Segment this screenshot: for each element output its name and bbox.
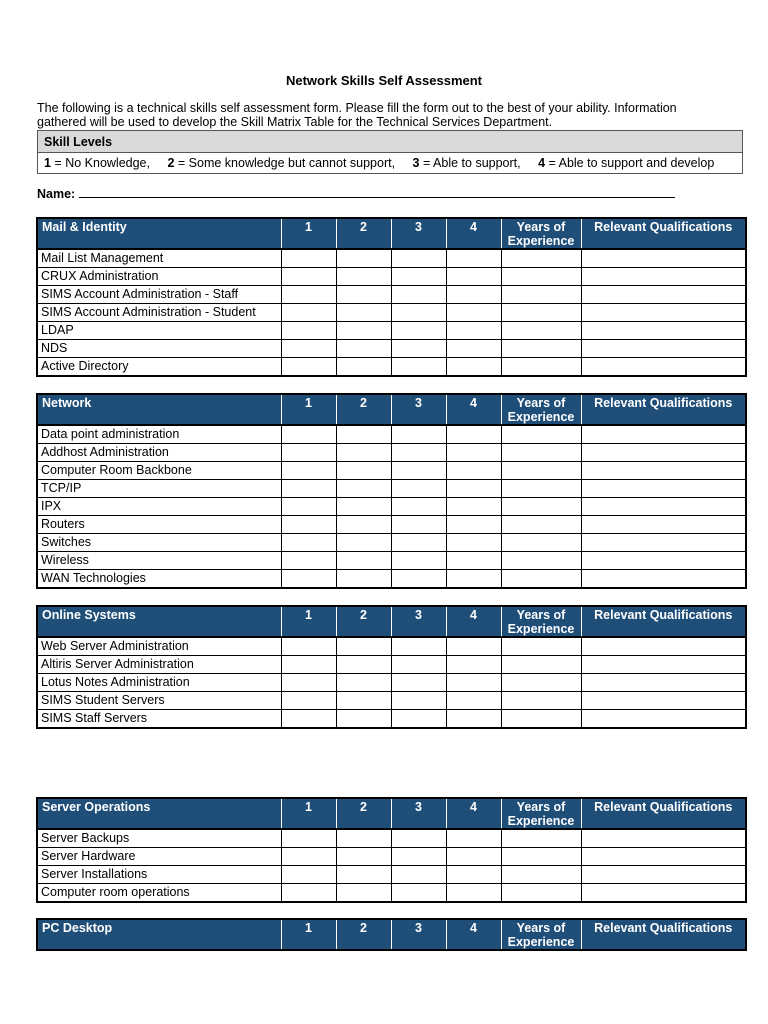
years-experience-cell[interactable] (501, 358, 581, 377)
skill-level-cell[interactable] (336, 425, 391, 444)
table-row (37, 304, 746, 322)
skill-name: Server Hardware (37, 848, 281, 866)
skill-level-cell[interactable] (281, 710, 336, 729)
section-title: Mail & Identity (37, 218, 281, 249)
skill-level-cell[interactable] (281, 322, 336, 340)
skill-level-cell[interactable] (281, 552, 336, 570)
qualifications-cell[interactable] (581, 516, 746, 534)
skill-level-column-header: 2 (336, 606, 391, 637)
table-row (37, 552, 746, 570)
skill-level-cell[interactable] (281, 692, 336, 710)
skill-level-cell[interactable] (336, 674, 391, 692)
name-field[interactable] (37, 187, 677, 201)
page-title: Network Skills Self Assessment (285, 73, 483, 88)
skill-level-cell[interactable] (446, 848, 501, 866)
skill-name: Altiris Server Administration (37, 656, 281, 674)
skill-level-column-header: 1 (281, 798, 336, 829)
years-experience-cell[interactable] (501, 286, 581, 304)
table-row (37, 286, 746, 304)
section-table (36, 217, 747, 377)
skill-level-cell[interactable] (281, 534, 336, 552)
skill-level-column-header: 4 (446, 919, 501, 950)
skill-name: NDS (37, 340, 281, 358)
years-experience-cell[interactable] (501, 829, 581, 848)
skill-level-cell[interactable] (391, 516, 446, 534)
skill-level-cell[interactable] (391, 570, 446, 589)
table-row (37, 692, 746, 710)
skill-level-cell[interactable] (391, 656, 446, 674)
section-table (36, 605, 747, 729)
skill-level-cell[interactable] (336, 444, 391, 462)
table-row (37, 480, 746, 498)
skill-level-cell[interactable] (336, 570, 391, 589)
skill-name: Server Installations (37, 866, 281, 884)
years-experience-cell[interactable] (501, 637, 581, 656)
skill-level-column-header: 4 (446, 798, 501, 829)
qualifications-cell[interactable] (581, 692, 746, 710)
skill-name: TCP/IP (37, 480, 281, 498)
skill-level-cell[interactable] (446, 534, 501, 552)
skill-level-cell[interactable] (281, 304, 336, 322)
years-experience-cell[interactable] (501, 884, 581, 903)
skill-levels-box (37, 130, 743, 174)
skill-name: LDAP (37, 322, 281, 340)
qualifications-header: Relevant Qualifications (581, 798, 746, 829)
table-row (37, 534, 746, 552)
qualifications-cell[interactable] (581, 866, 746, 884)
skill-level-cell[interactable] (281, 286, 336, 304)
skill-level-cell[interactable] (281, 425, 336, 444)
skill-level-cell[interactable] (391, 340, 446, 358)
skill-level-cell[interactable] (336, 884, 391, 903)
skill-level-cell[interactable] (446, 462, 501, 480)
skill-name: WAN Technologies (37, 570, 281, 589)
skill-level-cell[interactable] (446, 444, 501, 462)
skill-level-cell[interactable] (336, 534, 391, 552)
table-row (37, 462, 746, 480)
skill-level-cell[interactable] (391, 322, 446, 340)
skill-level-cell[interactable] (391, 498, 446, 516)
skill-name: Computer Room Backbone (37, 462, 281, 480)
qualifications-cell[interactable] (581, 462, 746, 480)
skill-level-column-header: 3 (391, 394, 446, 425)
skill-level-cell[interactable] (336, 286, 391, 304)
years-experience-cell[interactable] (501, 656, 581, 674)
skill-level-column-header: 2 (336, 394, 391, 425)
skill-level-cell[interactable] (336, 358, 391, 377)
skill-level-column-header: 2 (336, 919, 391, 950)
skill-name: IPX (37, 498, 281, 516)
skill-level-cell[interactable] (446, 304, 501, 322)
skill-level-cell[interactable] (446, 322, 501, 340)
years-experience-cell[interactable] (501, 444, 581, 462)
years-experience-cell[interactable] (501, 692, 581, 710)
skill-name: Addhost Administration (37, 444, 281, 462)
section-table (36, 797, 747, 903)
skill-level-cell[interactable] (391, 552, 446, 570)
skill-level-column-header: 3 (391, 798, 446, 829)
skill-level-cell[interactable] (391, 249, 446, 268)
skill-name: Data point administration (37, 425, 281, 444)
years-experience-cell[interactable] (501, 268, 581, 286)
qualifications-cell[interactable] (581, 656, 746, 674)
skill-level-cell[interactable] (281, 268, 336, 286)
qualifications-cell[interactable] (581, 480, 746, 498)
skill-level-cell[interactable] (336, 304, 391, 322)
qualifications-cell[interactable] (581, 358, 746, 377)
section-header-row (37, 218, 746, 249)
table-row (37, 656, 746, 674)
skill-level-cell[interactable] (446, 674, 501, 692)
skill-level-cell[interactable] (391, 286, 446, 304)
qualifications-cell[interactable] (581, 710, 746, 729)
table-row (37, 425, 746, 444)
skill-level-cell[interactable] (391, 829, 446, 848)
intro-text: The following is a technical skills self assessment form. Please fill the form out to the best of your ability. Information gathered will be used to develop the Skill Matrix Table for the Technical Services Department. (37, 101, 677, 129)
skill-name: SIMS Staff Servers (37, 710, 281, 729)
skill-level-column-header: 4 (446, 218, 501, 249)
qualifications-cell[interactable] (581, 444, 746, 462)
skill-level-cell[interactable] (446, 286, 501, 304)
skill-level-cell[interactable] (391, 444, 446, 462)
years-experience-cell[interactable] (501, 866, 581, 884)
skill-name: SIMS Account Administration - Staff (37, 286, 281, 304)
skill-name: CRUX Administration (37, 268, 281, 286)
skill-level-cell[interactable] (336, 656, 391, 674)
years-experience-cell[interactable] (501, 570, 581, 589)
skill-level-cell[interactable] (446, 480, 501, 498)
skill-level-cell[interactable] (336, 710, 391, 729)
years-experience-cell[interactable] (501, 304, 581, 322)
qualifications-cell[interactable] (581, 322, 746, 340)
skill-level-column-header: 1 (281, 919, 336, 950)
skill-level-cell[interactable] (336, 340, 391, 358)
table-row (37, 322, 746, 340)
section-header-row (37, 606, 746, 637)
table-row (37, 340, 746, 358)
skill-level-cell[interactable] (336, 480, 391, 498)
skill-levels-legend (38, 153, 742, 173)
skill-level-cell[interactable] (446, 268, 501, 286)
years-experience-header: Years of Experience (501, 606, 581, 637)
section-header-row (37, 394, 746, 425)
years-experience-cell[interactable] (501, 462, 581, 480)
qualifications-cell[interactable] (581, 304, 746, 322)
skill-name: Lotus Notes Administration (37, 674, 281, 692)
table-row (37, 498, 746, 516)
skill-level-column-header: 3 (391, 606, 446, 637)
section-title: Server Operations (37, 798, 281, 829)
qualifications-cell[interactable] (581, 534, 746, 552)
skill-name: Mail List Management (37, 249, 281, 268)
skill-level-cell[interactable] (281, 358, 336, 377)
skill-level-cell[interactable] (281, 462, 336, 480)
skill-level-cell[interactable] (281, 340, 336, 358)
years-experience-header: Years of Experience (501, 798, 581, 829)
skill-level-cell[interactable] (336, 866, 391, 884)
skill-level-3: 3 = Able to support, (412, 156, 521, 170)
skill-level-cell[interactable] (446, 570, 501, 589)
qualifications-header: Relevant Qualifications (581, 606, 746, 637)
years-experience-header: Years of Experience (501, 218, 581, 249)
skill-name: Computer room operations (37, 884, 281, 903)
section-table (36, 918, 747, 951)
skill-level-cell[interactable] (446, 884, 501, 903)
section-header-row (37, 919, 746, 950)
skill-name: Wireless (37, 552, 281, 570)
skill-level-cell[interactable] (391, 710, 446, 729)
qualifications-cell[interactable] (581, 286, 746, 304)
skill-level-cell[interactable] (281, 884, 336, 903)
section-title: PC Desktop (37, 919, 281, 950)
years-experience-cell[interactable] (501, 552, 581, 570)
table-row (37, 637, 746, 656)
qualifications-cell[interactable] (581, 498, 746, 516)
skill-level-cell[interactable] (281, 674, 336, 692)
skill-level-cell[interactable] (281, 866, 336, 884)
skill-level-cell[interactable] (446, 340, 501, 358)
skill-level-cell[interactable] (446, 637, 501, 656)
years-experience-cell[interactable] (501, 249, 581, 268)
skill-level-cell[interactable] (336, 848, 391, 866)
qualifications-cell[interactable] (581, 340, 746, 358)
skill-level-cell[interactable] (391, 674, 446, 692)
qualifications-cell[interactable] (581, 637, 746, 656)
table-row (37, 516, 746, 534)
qualifications-cell[interactable] (581, 829, 746, 848)
skill-level-cell[interactable] (446, 710, 501, 729)
skill-level-column-header: 1 (281, 218, 336, 249)
skill-level-cell[interactable] (336, 322, 391, 340)
name-underline[interactable] (79, 187, 675, 198)
skill-name: Routers (37, 516, 281, 534)
skill-level-cell[interactable] (446, 829, 501, 848)
skill-level-cell[interactable] (281, 570, 336, 589)
skill-level-cell[interactable] (446, 866, 501, 884)
skill-levels-heading: Skill Levels (38, 131, 742, 153)
skill-level-cell[interactable] (446, 358, 501, 377)
table-row (37, 570, 746, 589)
skill-level-column-header: 4 (446, 606, 501, 637)
skill-level-cell[interactable] (391, 358, 446, 377)
table-row (37, 829, 746, 848)
skill-level-cell[interactable] (446, 656, 501, 674)
skill-level-column-header: 4 (446, 394, 501, 425)
skill-name: Web Server Administration (37, 637, 281, 656)
skill-level-cell[interactable] (446, 516, 501, 534)
skill-name: Server Backups (37, 829, 281, 848)
skill-level-cell[interactable] (336, 462, 391, 480)
skill-level-cell[interactable] (281, 249, 336, 268)
qualifications-cell[interactable] (581, 249, 746, 268)
table-row (37, 710, 746, 729)
table-row (37, 848, 746, 866)
skill-level-column-header: 3 (391, 218, 446, 249)
years-experience-cell[interactable] (501, 322, 581, 340)
skill-level-cell[interactable] (336, 516, 391, 534)
skill-level-cell[interactable] (446, 425, 501, 444)
qualifications-cell[interactable] (581, 268, 746, 286)
years-experience-cell[interactable] (501, 848, 581, 866)
skill-level-cell[interactable] (391, 866, 446, 884)
table-row (37, 866, 746, 884)
table-row (37, 884, 746, 903)
section-title: Network (37, 394, 281, 425)
skill-level-cell[interactable] (446, 692, 501, 710)
skill-level-cell[interactable] (336, 692, 391, 710)
skill-name: Switches (37, 534, 281, 552)
skill-level-cell[interactable] (391, 425, 446, 444)
skill-level-column-header: 2 (336, 218, 391, 249)
skill-level-cell[interactable] (281, 848, 336, 866)
qualifications-header: Relevant Qualifications (581, 919, 746, 950)
skill-level-cell[interactable] (281, 480, 336, 498)
qualifications-cell[interactable] (581, 570, 746, 589)
skill-level-cell[interactable] (391, 848, 446, 866)
table-row (37, 268, 746, 286)
skill-level-4: 4 = Able to support and develop (538, 156, 715, 170)
skill-level-cell[interactable] (281, 637, 336, 656)
name-label: Name: (37, 187, 76, 201)
qualifications-cell[interactable] (581, 848, 746, 866)
qualifications-cell[interactable] (581, 674, 746, 692)
skill-level-1: 1 = No Knowledge, (44, 156, 150, 170)
qualifications-header: Relevant Qualifications (581, 394, 746, 425)
skill-level-cell[interactable] (391, 480, 446, 498)
skill-level-column-header: 2 (336, 798, 391, 829)
skill-level-cell[interactable] (446, 498, 501, 516)
qualifications-cell[interactable] (581, 884, 746, 903)
skill-level-column-header: 3 (391, 919, 446, 950)
skill-level-cell[interactable] (336, 637, 391, 656)
skill-level-cell[interactable] (336, 498, 391, 516)
years-experience-cell[interactable] (501, 516, 581, 534)
skill-level-cell[interactable] (391, 884, 446, 903)
skill-name: SIMS Student Servers (37, 692, 281, 710)
table-row (37, 358, 746, 377)
years-experience-cell[interactable] (501, 340, 581, 358)
table-row (37, 674, 746, 692)
skill-level-cell[interactable] (391, 268, 446, 286)
skill-level-cell[interactable] (446, 552, 501, 570)
years-experience-cell[interactable] (501, 674, 581, 692)
skill-name: Active Directory (37, 358, 281, 377)
skill-level-cell[interactable] (281, 829, 336, 848)
table-row (37, 249, 746, 268)
skill-level-cell[interactable] (446, 249, 501, 268)
years-experience-header: Years of Experience (501, 394, 581, 425)
skill-level-column-header: 1 (281, 606, 336, 637)
skill-level-cell[interactable] (336, 829, 391, 848)
skill-level-cell[interactable] (281, 656, 336, 674)
qualifications-header: Relevant Qualifications (581, 218, 746, 249)
skill-level-cell[interactable] (281, 516, 336, 534)
skill-level-cell[interactable] (336, 268, 391, 286)
skill-level-cell[interactable] (391, 637, 446, 656)
section-table (36, 393, 747, 589)
years-experience-cell[interactable] (501, 498, 581, 516)
skill-name: SIMS Account Administration - Student (37, 304, 281, 322)
qualifications-cell[interactable] (581, 552, 746, 570)
skill-level-cell[interactable] (336, 552, 391, 570)
skill-level-cell[interactable] (391, 534, 446, 552)
skill-level-cell[interactable] (391, 462, 446, 480)
skill-level-cell[interactable] (336, 249, 391, 268)
skill-level-cell[interactable] (391, 304, 446, 322)
table-row (37, 444, 746, 462)
years-experience-cell[interactable] (501, 534, 581, 552)
years-experience-cell[interactable] (501, 425, 581, 444)
skill-level-column-header: 1 (281, 394, 336, 425)
section-header-row (37, 798, 746, 829)
years-experience-cell[interactable] (501, 480, 581, 498)
qualifications-cell[interactable] (581, 425, 746, 444)
skill-level-cell[interactable] (281, 444, 336, 462)
skill-level-cell[interactable] (391, 692, 446, 710)
years-experience-header: Years of Experience (501, 919, 581, 950)
skill-level-2: 2 = Some knowledge but cannot support, (167, 156, 396, 170)
section-title: Online Systems (37, 606, 281, 637)
years-experience-cell[interactable] (501, 710, 581, 729)
skill-level-cell[interactable] (281, 498, 336, 516)
